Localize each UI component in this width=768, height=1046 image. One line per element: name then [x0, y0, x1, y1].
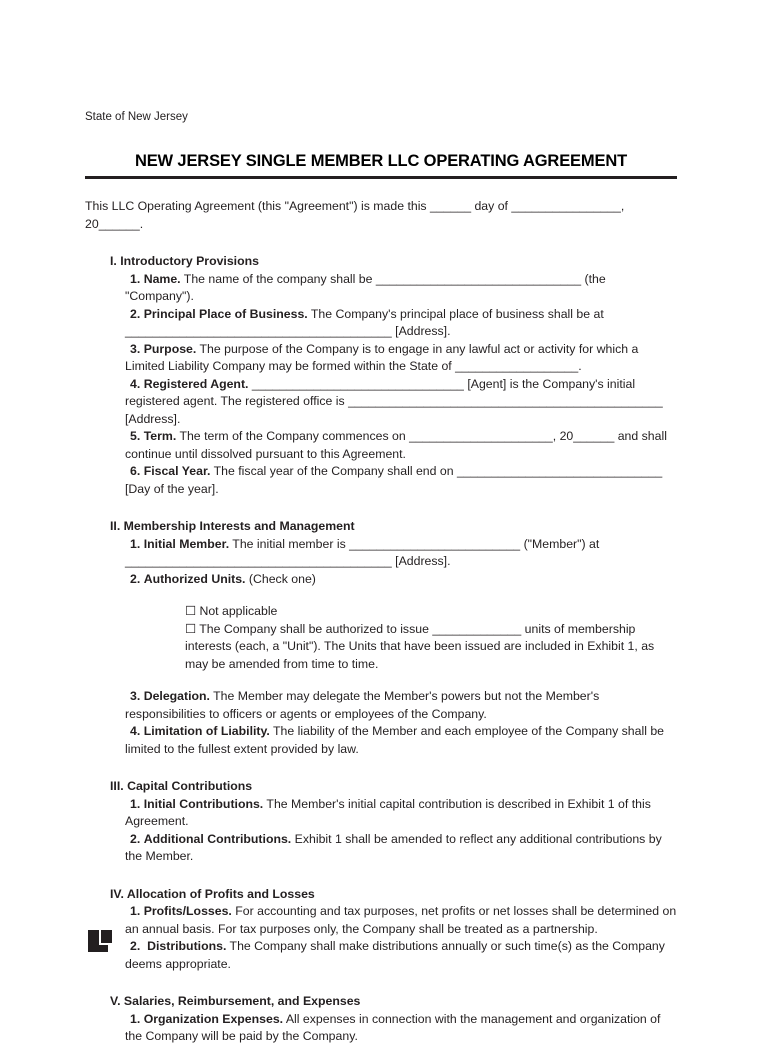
item-text-b: ("Member") at	[520, 536, 600, 551]
item-text: The fiscal year of the Company shall end on	[210, 464, 458, 478]
item-blank: _____________________	[409, 429, 553, 443]
logo-notch-shape	[99, 928, 112, 945]
item-text: The Member's initial capital contribution is described in Exhibit 1 of this Agreement.	[125, 796, 651, 828]
checkbox-icon[interactable]: ☐	[185, 621, 197, 636]
section-heading: V. Salaries, Reimbursement, and Expenses	[110, 994, 361, 1008]
authorized-units-checkbox-group	[85, 603, 677, 673]
item-name	[85, 271, 677, 306]
item-principal-place-of-business	[85, 306, 677, 341]
checkbox-option-authorized-to-issue[interactable]	[185, 621, 677, 674]
item-number: 2.	[130, 939, 144, 953]
section-heading: IV. Allocation of Profits and Losses	[110, 886, 315, 901]
checkbox-icon[interactable]: ☐	[185, 604, 197, 618]
checkbox-label: Not applicable	[199, 604, 278, 618]
item-authorized-units	[85, 571, 677, 589]
item-text-c: and shall continue until dissolved pursuant to this Agreement.	[125, 429, 667, 461]
item-text-b: , 20	[552, 429, 574, 443]
item-text: All expenses in connection with the management and organization of the Company will be paid by the Company.	[125, 1011, 661, 1043]
item-text-b: (the "Company").	[125, 271, 606, 303]
section-allocation-of-profits-and-losses	[85, 886, 677, 974]
item-initial-contributions	[85, 796, 677, 831]
item-blank-2: _______________________________________	[125, 554, 392, 568]
item-title: Principal Place of Business.	[143, 306, 308, 321]
title-rule	[85, 176, 677, 179]
intro-text-4: 20	[85, 216, 99, 231]
page-title: NEW JERSEY SINGLE MEMBER LLC OPERATING AGREEMENT	[134, 152, 628, 170]
section-heading: II. Membership Interests and Management	[110, 519, 355, 533]
checkbox-blank: _____________	[432, 621, 522, 636]
item-title: Registered Agent.	[143, 376, 249, 391]
item-text: The Member may delegate the Member's powers but not the Member's responsibilities to officers or agents or employees of the Company.	[125, 689, 600, 721]
intro-blank-day: ______	[430, 199, 472, 213]
item-number: 2.	[130, 306, 141, 321]
item-title: Term.	[143, 429, 177, 443]
item-number: 1.	[130, 536, 141, 551]
item-text: The initial member is	[229, 536, 350, 551]
section-salaries-reimbursement-and-expenses	[85, 993, 677, 1046]
item-text-b: [Day of the year].	[125, 481, 219, 496]
item-blank: __________________	[455, 359, 579, 373]
item-blank: _________________________	[349, 536, 521, 551]
intro-paragraph	[85, 198, 677, 233]
item-text: Exhibit 1 shall be amended to reflect any additional contributions by the Member.	[125, 831, 662, 863]
item-number: 3.	[130, 689, 141, 703]
item-delegation	[85, 688, 677, 723]
item-fiscal-year	[85, 463, 677, 498]
item-number: 1.	[130, 271, 141, 286]
item-organization-expenses	[85, 1011, 677, 1046]
item-number: 4.	[130, 724, 141, 738]
item-title: Distributions.	[147, 939, 227, 953]
intro-text-1: This LLC Operating Agreement (this "Agreement") is made this	[85, 199, 430, 213]
item-number: 2.	[130, 831, 141, 846]
item-number: 1.	[130, 904, 141, 918]
item-number: 3.	[130, 341, 141, 356]
item-number: 1.	[130, 796, 141, 811]
section-heading: I. Introductory Provisions	[110, 254, 259, 268]
section-membership-interests-and-management	[85, 518, 677, 758]
item-number: 2.	[130, 571, 141, 586]
document-content	[85, 0, 677, 1046]
legal-templates-logo-icon	[88, 928, 112, 954]
intro-blank-month: ________________	[511, 199, 621, 213]
item-title: Profits/Losses.	[143, 904, 232, 918]
item-text-c: [Address].	[125, 411, 181, 426]
section-heading: III. Capital Contributions	[110, 779, 253, 793]
item-number: 5.	[130, 429, 141, 443]
item-text: The Company's principal place of business shall be at	[307, 306, 604, 321]
item-additional-contributions	[85, 831, 677, 866]
item-title: Limitation of Liability.	[143, 724, 270, 738]
section-introductory-provisions	[85, 253, 677, 498]
checkbox-label-b: units of membership interests (each, a "Unit"). The Units that have been issued are included in Exhibit 1, as may be amended from time to time.	[185, 621, 655, 671]
item-title: Additional Contributions.	[143, 831, 292, 846]
spacer	[85, 673, 677, 688]
item-term	[85, 428, 677, 463]
item-profits-losses	[85, 903, 677, 938]
item-text-b: [Agent] is the Company's initial registered agent. The registered office is	[125, 376, 636, 408]
intro-text-3: ,	[620, 199, 625, 213]
item-title: Authorized Units.	[143, 571, 246, 586]
item-registered-agent	[85, 376, 677, 429]
state-line: State of New Jersey	[85, 111, 188, 123]
item-title: Name.	[143, 271, 181, 286]
item-text: The Company shall make distributions annually or such time(s) as the Company deems appropriate.	[125, 939, 665, 971]
item-purpose	[85, 341, 677, 376]
item-blank-2: ______________________________________________	[348, 394, 663, 408]
item-text: The name of the company shall be	[180, 271, 376, 286]
item-text: The term of the Company commences on	[176, 429, 410, 443]
item-initial-member	[85, 536, 677, 571]
item-title: Initial Member.	[143, 536, 230, 551]
item-text-b: .	[578, 359, 582, 373]
checkbox-option-not-applicable[interactable]	[185, 603, 677, 621]
item-number: 6.	[130, 464, 141, 478]
item-title: Purpose.	[143, 341, 197, 356]
item-blank: _______________________________________	[125, 324, 392, 338]
item-limitation-of-liability	[85, 723, 677, 758]
item-text: The liability of the Member and each employee of the Company shall be limited to the fullest extent provided by law.	[125, 724, 665, 756]
item-distributions	[85, 938, 677, 973]
item-text: For accounting and tax purposes, net profits or net losses shall be determined on an annual basis. For tax purposes only, the Company shall be treated as a partnership.	[125, 904, 677, 936]
item-blank: ______________________________	[457, 464, 663, 478]
item-blank: _______________________________	[251, 376, 464, 391]
item-text-c: [Address].	[391, 554, 451, 568]
intro-text-2: day of	[471, 199, 512, 213]
item-number: 1.	[130, 1011, 141, 1026]
item-text-b: [Address].	[391, 324, 451, 338]
item-title: Delegation.	[143, 689, 210, 703]
section-capital-contributions	[85, 778, 677, 866]
item-title: Initial Contributions.	[143, 796, 264, 811]
item-text: (Check one)	[245, 571, 316, 586]
intro-text-5: .	[139, 216, 144, 231]
checkbox-label: The Company shall be authorized to issue	[199, 621, 433, 636]
item-text: The purpose of the Company is to engage in any lawful act or activity for which a Limited Liability Company may be formed within the State of	[125, 341, 639, 373]
item-number: 4.	[130, 376, 141, 391]
item-title: Organization Expenses.	[143, 1011, 284, 1026]
item-blank: ______________________________	[375, 271, 582, 286]
intro-blank-year: ______	[98, 216, 140, 231]
item-blank-2: ______	[573, 429, 615, 443]
item-title: Fiscal Year.	[143, 464, 211, 478]
